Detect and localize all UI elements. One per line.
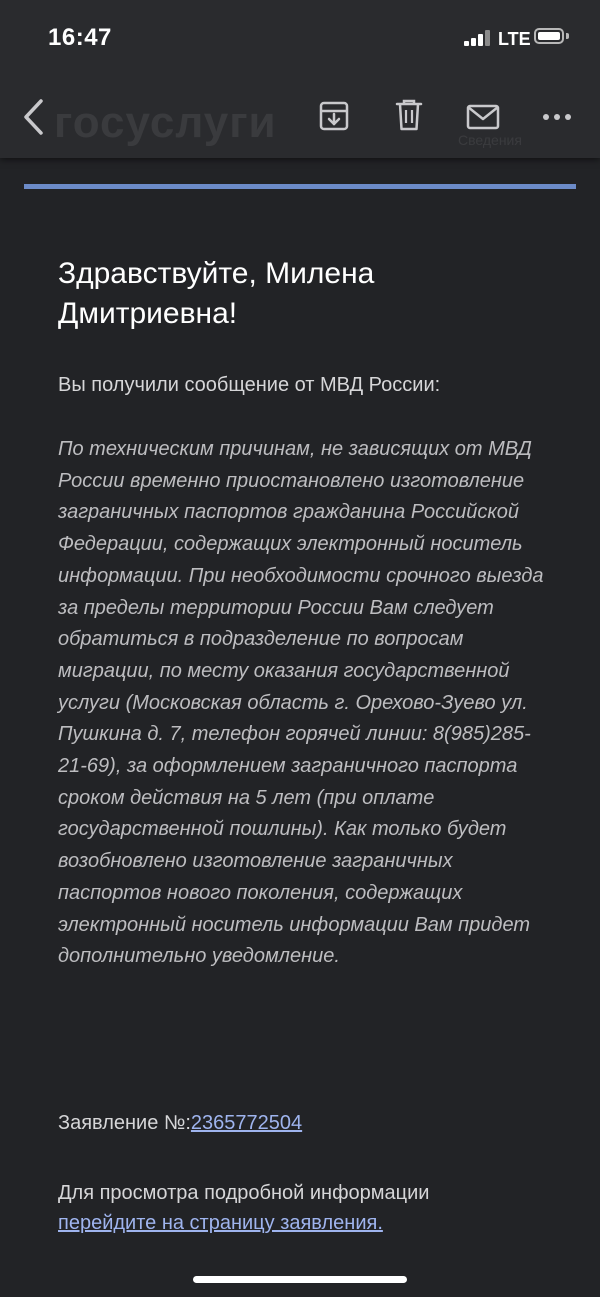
application-label: Заявление №:	[58, 1112, 191, 1134]
back-chevron-icon[interactable]	[22, 98, 46, 136]
header-accent-line	[24, 184, 576, 189]
more-icon[interactable]	[542, 112, 572, 122]
status-bar	[0, 0, 600, 76]
mail-toolbar	[0, 76, 600, 158]
archive-icon[interactable]	[318, 100, 350, 132]
ghost-header-text: Сведения	[458, 132, 522, 148]
home-indicator[interactable]	[193, 1276, 407, 1283]
email-body: По техническим причинам, не зависящих от МВД России временно приостановлено изготовление заграничных паспортов гражданина Российской Федерации, содержащих электронный носитель информации. При необходимости срочного выезда за пределы территории России Вам следует обратиться в подразделение по вопросам миграции, по месту оказания государственной услуги (Московская область г. Орехово-Зуево ул. Пушкина д. 7, телефон горячей линии: 8(985)285-21-69), за оформлением заграничного паспорта сроком действия на 5 лет (при оплате государственной пошлины). Как только будет возобновлено изготовление заграничных паспортов нового поколения, содержащих электронный носитель информации Вам придет дополнительно уведомление.	[58, 438, 544, 968]
top-bar	[0, 0, 600, 158]
status-time: 16:47	[48, 24, 112, 51]
email-greeting: Здравствуйте, Милена Дмитриевна!	[58, 257, 375, 330]
email-intro: Вы получили сообщение от МВД России:	[58, 374, 441, 396]
application-number-link[interactable]: 2365772504	[190, 1112, 303, 1134]
battery-tip	[566, 33, 569, 39]
mail-icon[interactable]	[466, 104, 500, 130]
signal-icon	[464, 30, 492, 46]
ghost-logo-text: госуслуги	[54, 98, 277, 147]
battery-icon	[534, 28, 564, 44]
application-line	[58, 1110, 558, 1136]
more-info-text: Для просмотра подробной информации	[58, 1182, 430, 1204]
trash-icon[interactable]	[395, 98, 423, 132]
application-page-link[interactable]: перейдите на страницу заявления.	[58, 1212, 383, 1234]
more-info-line	[58, 1178, 558, 1238]
network-type: LTE	[498, 29, 531, 49]
